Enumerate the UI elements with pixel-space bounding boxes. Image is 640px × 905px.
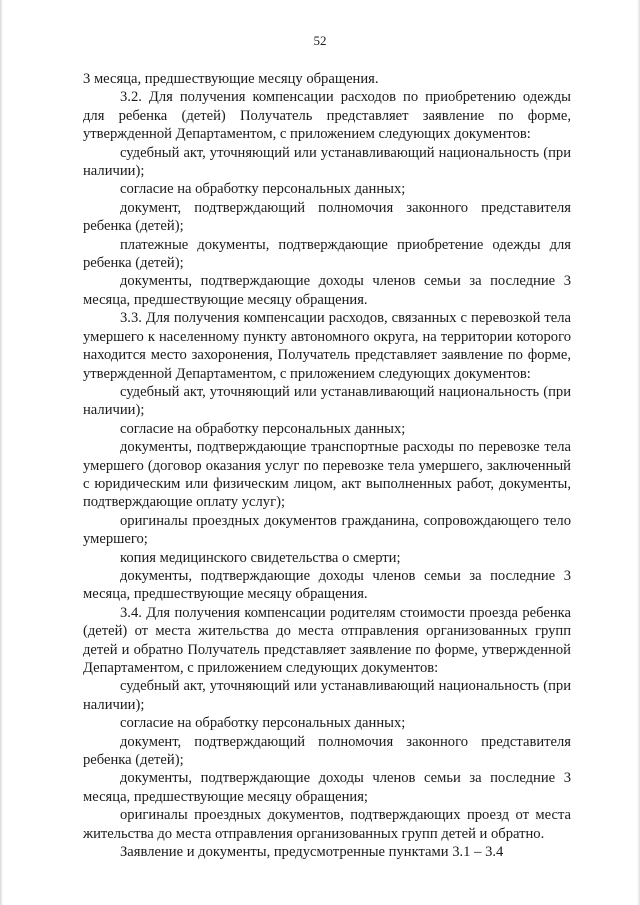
paragraph: платежные документы, подтверждающие приобретение одежды для ребенка (детей); xyxy=(83,236,571,272)
paragraph: 3 месяца, предшествующие месяцу обращения. xyxy=(83,71,379,87)
paragraph: 3.3. Для получения компенсации расходов, связанных с перевозкой тела умершего к населенному пункту автономного округа, на территории которого находится место захоронения, Получатель представляет заявление по форме, утвержденной Департаментом, с приложением следующих документов: xyxy=(83,310,571,382)
paragraph: документы, подтверждающие доходы членов семьи за последние 3 месяца, предшествующие месяцу обращения. xyxy=(83,273,571,308)
paragraph: оригиналы проездных документов, подтверждающих проезд от места жительства до места отправления организованных групп детей и обратно. xyxy=(83,807,571,842)
paragraph: документ, подтверждающий полномочия законного представителя ребенка (детей); xyxy=(83,199,571,235)
paragraph: документы, подтверждающие доходы членов семьи за последние 3 месяца, предшествующие месяцу обращения; xyxy=(83,770,571,805)
paragraph: копия медицинского свидетельства о смерти; xyxy=(120,549,401,566)
paragraph: согласие на обработку персональных данных; xyxy=(120,715,406,732)
paragraph: документы, подтверждающие транспортные расходы по перевозке тела умершего (договор оказания услуг по перевозке тела умершего, заключенный с юридическим или физическим лицом, акт выполненных работ, документы, подтверждающие оплату услуг); xyxy=(83,439,571,511)
paragraph: оригиналы проездных документов гражданина, сопровождающего тело умершего; xyxy=(83,512,571,548)
scan-edge-left xyxy=(0,0,3,905)
paragraph: документ, подтверждающий полномочия законного представителя ребенка (детей); xyxy=(83,733,571,769)
page-number: 52 xyxy=(313,33,327,48)
paragraph: Заявление и документы, предусмотренные пунктами 3.1 – 3.4 xyxy=(120,844,504,861)
paragraph: судебный акт, уточняющий или устанавливающий национальность (при наличии); xyxy=(83,678,571,713)
paragraph: документы, подтверждающие доходы членов семьи за последние 3 месяца, предшествующие месяцу обращения. xyxy=(83,567,571,603)
document-body xyxy=(83,70,571,861)
paragraph: 3.4. Для получения компенсации родителям стоимости проезда ребенка (детей) от места жительства до места отправления организованных групп детей и обратно Получатель представляет заявление по форме, утвержденной Департаментом, с приложением следующих документов: xyxy=(83,604,571,676)
paragraph: 3.2. Для получения компенсации расходов по приобретению одежды для ребенка (детей) Получатель представляет заявление по форме, утвержденной Департаментом, с приложением следующих документов: xyxy=(83,89,571,143)
paragraph: согласие на обработку персональных данных; xyxy=(120,420,406,437)
paragraph: согласие на обработку персональных данных; xyxy=(120,181,406,198)
paragraph: судебный акт, уточняющий или устанавливающий национальность (при наличии); xyxy=(83,383,571,419)
paragraph: судебный акт, уточняющий или устанавливающий национальность (при наличии); xyxy=(83,144,571,180)
